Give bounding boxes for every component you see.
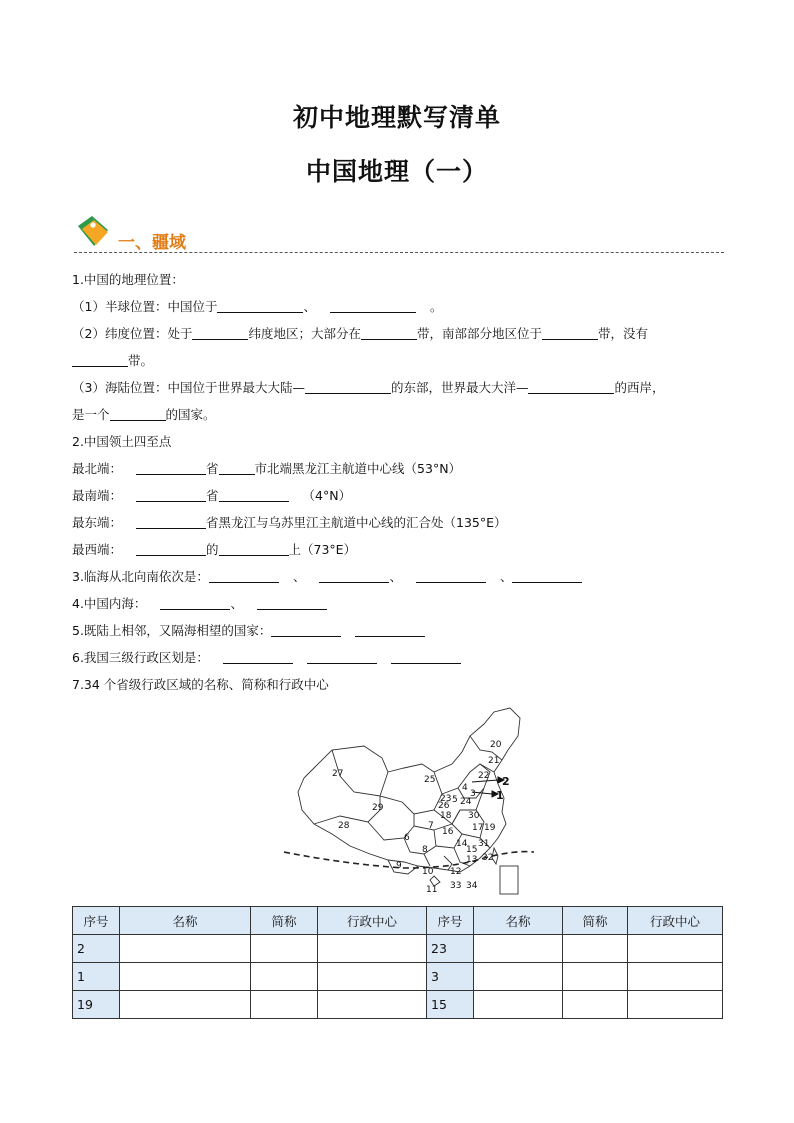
q1-text: 的国家。 xyxy=(165,407,216,422)
q4-sep: 、 xyxy=(230,596,243,611)
map-label: 6 xyxy=(404,833,410,843)
blank-field[interactable] xyxy=(361,324,417,340)
blank-field[interactable] xyxy=(217,297,303,313)
map-label: 22 xyxy=(478,771,490,781)
province-table xyxy=(72,906,723,1019)
map-label: 10 xyxy=(422,867,434,877)
name-cell[interactable] xyxy=(120,963,251,991)
capital-cell[interactable] xyxy=(318,935,427,963)
capital-cell[interactable] xyxy=(628,935,723,963)
name-cell[interactable] xyxy=(474,991,563,1019)
blank-field[interactable] xyxy=(136,513,206,529)
abbr-cell[interactable] xyxy=(251,935,318,963)
blank-field[interactable] xyxy=(110,405,166,421)
col-header: 行政中心 xyxy=(628,907,723,935)
q6 xyxy=(72,644,724,671)
blank-field[interactable] xyxy=(219,540,289,556)
map-label: 4 xyxy=(462,783,468,793)
q2-text: 最西端： xyxy=(72,542,123,557)
q4 xyxy=(72,590,724,617)
q3-text: 3.临海从北向南依次是： xyxy=(72,569,209,584)
q3-sep: 、 xyxy=(499,569,513,584)
map-label: 9 xyxy=(396,861,402,871)
blank-field[interactable] xyxy=(528,378,614,394)
page-subtitle: 中国地理（一） xyxy=(305,157,488,186)
q5 xyxy=(72,617,724,644)
q1-text: 是一个 xyxy=(72,407,110,422)
section-header xyxy=(74,212,724,256)
map-label: 28 xyxy=(338,821,350,831)
col-header: 行政中心 xyxy=(318,907,427,935)
name-cell[interactable] xyxy=(474,963,563,991)
q7: 7.34 个省级行政区域的名称、简称和行政中心 xyxy=(72,677,329,692)
map-label: 24 xyxy=(460,797,472,807)
section-divider xyxy=(74,252,724,253)
col-header: 简称 xyxy=(251,907,318,935)
capital-cell[interactable] xyxy=(628,991,723,1019)
q4-text: 4.中国内海： xyxy=(72,596,147,611)
map-label: 30 xyxy=(468,811,480,821)
q2-east xyxy=(72,509,724,536)
row-number: 15 xyxy=(427,991,474,1019)
q6-text: 6.我国三级行政区划是： xyxy=(72,650,209,665)
q2-text: 省黑龙江与乌苏里江主航道中心线的汇合处（135°E） xyxy=(206,515,507,530)
blank-field[interactable] xyxy=(391,648,461,664)
q1-sea-land-cont xyxy=(72,401,724,428)
blank-field[interactable] xyxy=(136,486,206,502)
map-label: 14 xyxy=(456,839,468,849)
map-label: 19 xyxy=(484,823,496,833)
map-label: 21 xyxy=(488,756,500,766)
q2-text: 上（73°E） xyxy=(288,542,357,557)
table-row xyxy=(73,935,723,963)
q1-latitude-cont xyxy=(72,347,724,374)
blank-field[interactable] xyxy=(542,324,598,340)
name-cell[interactable] xyxy=(120,935,251,963)
map-label: 27 xyxy=(332,769,344,779)
q2-text: 省 xyxy=(206,488,219,503)
q1-sea-land xyxy=(72,374,724,401)
blank-field[interactable] xyxy=(271,621,341,637)
abbr-cell[interactable] xyxy=(251,991,318,1019)
q5-text: 5.既陆上相邻，又隔海相望的国家： xyxy=(72,623,272,638)
map-label: 26 xyxy=(438,801,450,811)
col-header: 名称 xyxy=(474,907,563,935)
map-label: 8 xyxy=(422,845,428,855)
q1-text: 纬度地区；大部分在 xyxy=(248,326,361,341)
blank-field[interactable] xyxy=(512,567,582,583)
map-label: 1 xyxy=(496,789,504,802)
abbr-cell[interactable] xyxy=(563,963,628,991)
blank-field[interactable] xyxy=(307,648,377,664)
q1-text: 。 xyxy=(429,299,443,314)
q1-latitude xyxy=(72,320,724,347)
blank-field[interactable] xyxy=(192,324,248,340)
table-row xyxy=(73,963,723,991)
map-label: 31 xyxy=(478,839,490,849)
map-label: 29 xyxy=(372,803,384,813)
blank-field[interactable] xyxy=(319,567,389,583)
row-number: 1 xyxy=(73,963,120,991)
capital-cell[interactable] xyxy=(318,991,427,1019)
q1-heading: 1.中国的地理位置： xyxy=(72,272,184,287)
blank-field[interactable] xyxy=(72,351,128,367)
blank-field[interactable] xyxy=(160,594,230,610)
q2-text: 最南端： xyxy=(72,488,123,503)
map-label: 13 xyxy=(466,855,478,865)
blank-field[interactable] xyxy=(416,567,486,583)
capital-cell[interactable] xyxy=(628,963,723,991)
section-title: 一、疆域 xyxy=(118,233,186,253)
q1-text: 带，南部部分地区位于 xyxy=(416,326,542,341)
page-title: 初中地理默写清单 xyxy=(292,103,501,132)
q3 xyxy=(72,563,724,590)
map-label: 18 xyxy=(440,811,452,821)
blank-field[interactable] xyxy=(305,378,391,394)
row-number: 2 xyxy=(73,935,120,963)
q2-south xyxy=(72,482,724,509)
row-number: 3 xyxy=(427,963,474,991)
q2-heading: 2.中国领土四至点 xyxy=(72,434,172,449)
map-label: 17 xyxy=(472,823,484,833)
name-cell[interactable] xyxy=(120,991,251,1019)
map-label: 16 xyxy=(442,827,454,837)
map-label: 23 xyxy=(440,794,452,804)
q1-text: 的东部，世界最大大洋— xyxy=(390,380,529,395)
col-header: 名称 xyxy=(120,907,251,935)
q3-sep: 、 xyxy=(292,569,306,584)
blank-field[interactable] xyxy=(219,486,289,502)
map-label: 3 xyxy=(470,789,476,799)
blank-field[interactable] xyxy=(257,594,327,610)
row-number: 23 xyxy=(427,935,474,963)
q1-hemisphere xyxy=(72,293,724,320)
table-header-row xyxy=(73,907,723,935)
blank-field[interactable] xyxy=(219,459,255,475)
q1-text: （3）海陆位置：中国位于世界最大大陆— xyxy=(72,380,305,395)
map-label: 15 xyxy=(466,845,478,855)
abbr-cell[interactable] xyxy=(563,935,628,963)
map-label: 11 xyxy=(426,885,438,895)
q2-text: 市北端黑龙江主航道中心线（53°N） xyxy=(254,461,462,476)
map-label: 33 xyxy=(450,881,462,891)
map-label: 12 xyxy=(450,867,462,877)
map-label: 20 xyxy=(490,740,502,750)
q1-text: 带，没有 xyxy=(598,326,649,341)
blank-field[interactable] xyxy=(355,621,425,637)
map-label: 32 xyxy=(482,853,494,863)
name-cell[interactable] xyxy=(474,935,563,963)
map-label: 7 xyxy=(428,821,434,831)
q1-text: 带。 xyxy=(128,353,154,368)
blank-field[interactable] xyxy=(330,297,416,313)
map-label: 5 xyxy=(452,795,458,805)
q2-text: 最北端： xyxy=(72,461,123,476)
map-label: 25 xyxy=(424,775,436,785)
abbr-cell[interactable] xyxy=(563,991,628,1019)
q2-text: 的 xyxy=(206,542,219,557)
china-province-map xyxy=(284,706,534,898)
q2-text: 省 xyxy=(206,461,219,476)
blank-field[interactable] xyxy=(136,459,206,475)
blank-field[interactable] xyxy=(223,648,293,664)
blank-field[interactable] xyxy=(136,540,206,556)
col-header: 序号 xyxy=(73,907,120,935)
q3-sep: 、 xyxy=(389,569,402,584)
table-row xyxy=(73,991,723,1019)
tag-icon xyxy=(74,212,114,252)
q2-text: 最东端： xyxy=(72,515,123,530)
capital-cell[interactable] xyxy=(318,963,427,991)
row-number: 19 xyxy=(73,991,120,1019)
worksheet-body xyxy=(72,266,724,698)
q1-text: 、 xyxy=(303,299,316,314)
q1-text: 的西岸， xyxy=(614,380,665,395)
q2-west xyxy=(72,536,724,563)
q2-text: （4°N） xyxy=(302,488,352,503)
col-header: 序号 xyxy=(427,907,474,935)
abbr-cell[interactable] xyxy=(251,963,318,991)
q2-north xyxy=(72,455,724,482)
map-label: 34 xyxy=(466,881,478,891)
q1-text: （1）半球位置：中国位于 xyxy=(72,299,218,314)
q1-text: （2）纬度位置：处于 xyxy=(72,326,193,341)
blank-field[interactable] xyxy=(209,567,279,583)
col-header: 简称 xyxy=(563,907,628,935)
map-label: 2 xyxy=(502,775,510,788)
